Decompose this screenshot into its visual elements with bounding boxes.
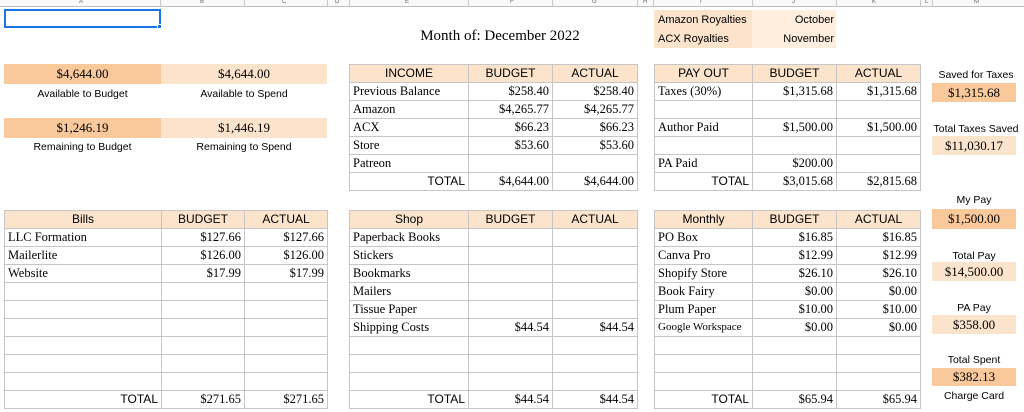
shop-header-budget[interactable]: BUDGET: [469, 211, 553, 229]
column-header-f[interactable]: F: [510, 0, 514, 5]
table-cell[interactable]: $127.66: [245, 229, 328, 247]
table-cell[interactable]: [753, 355, 837, 373]
table-cell[interactable]: [655, 137, 753, 155]
table-cell[interactable]: [753, 337, 837, 355]
table-cell[interactable]: $66.23: [553, 119, 638, 137]
total-taxes-saved-label: Total Taxes Saved: [933, 123, 1019, 135]
total-spent-value[interactable]: $382.13: [932, 368, 1016, 386]
table-cell[interactable]: PA Paid: [655, 155, 753, 173]
table-cell[interactable]: Canva Pro: [655, 247, 753, 265]
month-title: Month of: December 2022: [420, 28, 580, 44]
table-cell[interactable]: Taxes (30%): [655, 83, 753, 101]
table-cell[interactable]: $10.00: [837, 301, 921, 319]
total-pay-value[interactable]: $14,500.00: [932, 262, 1016, 281]
income-total-label[interactable]: TOTAL: [350, 173, 469, 191]
table-cell[interactable]: [553, 301, 638, 319]
table-cell[interactable]: Author Paid: [655, 119, 753, 137]
table-cell[interactable]: [245, 319, 328, 337]
table-cell[interactable]: PO Box: [655, 229, 753, 247]
table-cell[interactable]: $26.10: [753, 265, 837, 283]
column-header-b[interactable]: B: [200, 0, 205, 5]
table-cell[interactable]: [655, 101, 753, 119]
table-cell[interactable]: [753, 137, 837, 155]
table-cell[interactable]: [162, 373, 245, 391]
table-cell[interactable]: [469, 373, 553, 391]
table-cell[interactable]: [553, 355, 638, 373]
total-pay-label: Total Pay: [952, 250, 996, 262]
table-cell[interactable]: [245, 283, 328, 301]
table-cell[interactable]: $1,315.68: [837, 83, 921, 101]
shop-header-label[interactable]: Shop: [350, 211, 469, 229]
table-cell[interactable]: [469, 283, 553, 301]
table-cell[interactable]: [162, 355, 245, 373]
remaining-to-budget-value[interactable]: $1,246.19: [4, 118, 161, 138]
shop-table: [349, 210, 638, 409]
bills-table: [4, 210, 328, 409]
table-cell[interactable]: $1,500.00: [753, 119, 837, 137]
payout-header-actual[interactable]: ACTUAL: [837, 65, 921, 83]
pa-pay-label: PA Pay: [957, 302, 991, 314]
total-taxes-saved-value[interactable]: $11,030.17: [932, 136, 1016, 155]
column-header-bar: [0, 0, 1024, 7]
table-cell[interactable]: [553, 229, 638, 247]
table-cell[interactable]: Patreon: [350, 155, 469, 173]
remaining-to-spend-label: Remaining to Spend: [196, 141, 292, 153]
table-cell[interactable]: [5, 301, 162, 319]
table-cell[interactable]: [753, 373, 837, 391]
table-cell[interactable]: Book Fairy: [655, 283, 753, 301]
bills-total-actual[interactable]: $271.65: [245, 391, 328, 409]
table-cell[interactable]: $126.00: [245, 247, 328, 265]
charge-card-label: Charge Card: [943, 390, 1005, 402]
bills-header-label[interactable]: Bills: [5, 211, 162, 229]
column-header-m[interactable]: M: [974, 0, 979, 5]
table-cell[interactable]: [837, 101, 921, 119]
saved-for-taxes-label: Saved for Taxes: [938, 69, 1014, 81]
bills-header-budget[interactable]: BUDGET: [162, 211, 245, 229]
monthly-header-actual[interactable]: ACTUAL: [837, 211, 921, 229]
my-pay-label: My Pay: [956, 194, 992, 206]
selected-cell-a1[interactable]: [4, 9, 161, 28]
table-cell[interactable]: [553, 247, 638, 265]
table-cell[interactable]: [350, 373, 469, 391]
income-header-budget[interactable]: BUDGET: [469, 65, 553, 83]
table-cell[interactable]: Google Workspace: [655, 319, 753, 337]
table-cell[interactable]: [655, 355, 753, 373]
table-cell[interactable]: Shopify Store: [655, 265, 753, 283]
table-cell[interactable]: Mailers: [350, 283, 469, 301]
table-cell[interactable]: [553, 337, 638, 355]
table-cell[interactable]: $0.00: [753, 283, 837, 301]
amazon-royalties-month[interactable]: October: [752, 10, 836, 29]
table-cell[interactable]: Tissue Paper: [350, 301, 469, 319]
table-cell[interactable]: [350, 355, 469, 373]
monthly-header-label[interactable]: Monthly: [655, 211, 753, 229]
available-to-spend-value[interactable]: $4,644.00: [161, 64, 327, 84]
table-cell[interactable]: [553, 373, 638, 391]
column-header-a[interactable]: A: [79, 0, 84, 5]
table-cell[interactable]: $53.60: [553, 137, 638, 155]
pa-pay-value[interactable]: $358.00: [932, 315, 1016, 334]
payout-table: [654, 64, 921, 191]
table-cell[interactable]: $200.00: [753, 155, 837, 173]
table-cell[interactable]: [245, 337, 328, 355]
table-cell[interactable]: [162, 301, 245, 319]
my-pay-value[interactable]: $1,500.00: [932, 209, 1016, 229]
column-header-e[interactable]: E: [405, 0, 410, 5]
monthly-table: [654, 210, 921, 409]
table-cell[interactable]: Plum Paper: [655, 301, 753, 319]
table-cell[interactable]: $12.99: [753, 247, 837, 265]
table-cell[interactable]: $127.66: [162, 229, 245, 247]
table-cell[interactable]: $0.00: [837, 283, 921, 301]
column-header-c[interactable]: C: [282, 0, 287, 5]
income-total-actual[interactable]: $4,644.00: [553, 173, 638, 191]
table-cell[interactable]: [5, 373, 162, 391]
table-cell[interactable]: $17.99: [162, 265, 245, 283]
available-to-spend-label: Available to Spend: [200, 88, 288, 100]
column-header-g[interactable]: G: [592, 0, 597, 5]
table-cell[interactable]: [469, 155, 553, 173]
column-header-j[interactable]: J: [792, 0, 795, 5]
table-cell[interactable]: $16.85: [753, 229, 837, 247]
column-header-h[interactable]: H: [643, 0, 648, 5]
table-cell[interactable]: $53.60: [469, 137, 553, 155]
table-cell[interactable]: [5, 319, 162, 337]
table-cell[interactable]: $16.85: [837, 229, 921, 247]
bills-total-label[interactable]: TOTAL: [5, 391, 162, 409]
table-cell[interactable]: $0.00: [837, 319, 921, 337]
table-cell[interactable]: Previous Balance: [350, 83, 469, 101]
column-header-i[interactable]: I: [700, 0, 702, 5]
remaining-to-spend-value[interactable]: $1,446.19: [161, 118, 327, 138]
table-cell[interactable]: [837, 337, 921, 355]
table-cell[interactable]: [5, 283, 162, 301]
table-cell[interactable]: [837, 355, 921, 373]
income-header-label[interactable]: INCOME: [350, 65, 469, 83]
payout-header-label[interactable]: PAY OUT: [655, 65, 753, 83]
monthly-total-budget[interactable]: $65.94: [753, 391, 837, 409]
table-cell[interactable]: [469, 355, 553, 373]
table-cell[interactable]: [245, 301, 328, 319]
table-cell[interactable]: $4,265.77: [553, 101, 638, 119]
table-cell[interactable]: $126.00: [162, 247, 245, 265]
table-cell[interactable]: [162, 337, 245, 355]
table-cell[interactable]: Shipping Costs: [350, 319, 469, 337]
bills-header-actual[interactable]: ACTUAL: [245, 211, 328, 229]
table-cell[interactable]: [162, 319, 245, 337]
column-header-k[interactable]: K: [872, 0, 877, 5]
available-to-budget-value[interactable]: $4,644.00: [4, 64, 161, 84]
shop-total-label[interactable]: TOTAL: [350, 391, 469, 409]
total-spent-label: Total Spent: [947, 354, 1001, 366]
table-cell[interactable]: [655, 337, 753, 355]
shop-header-actual[interactable]: ACTUAL: [553, 211, 638, 229]
table-cell[interactable]: [245, 355, 328, 373]
table-cell[interactable]: $258.40: [469, 83, 553, 101]
table-cell[interactable]: Stickers: [350, 247, 469, 265]
table-cell[interactable]: [469, 301, 553, 319]
income-total-budget[interactable]: $4,644.00: [469, 173, 553, 191]
payout-header-budget[interactable]: BUDGET: [753, 65, 837, 83]
table-cell[interactable]: $26.10: [837, 265, 921, 283]
table-cell[interactable]: LLC Formation: [5, 229, 162, 247]
monthly-header-budget[interactable]: BUDGET: [753, 211, 837, 229]
monthly-total-actual[interactable]: $65.94: [837, 391, 921, 409]
monthly-total-label[interactable]: TOTAL: [655, 391, 753, 409]
acx-royalties-month[interactable]: November: [752, 29, 836, 48]
table-cell[interactable]: [162, 283, 245, 301]
table-cell[interactable]: [655, 373, 753, 391]
table-cell[interactable]: $66.23: [469, 119, 553, 137]
table-cell[interactable]: [469, 229, 553, 247]
table-cell[interactable]: [469, 247, 553, 265]
table-cell[interactable]: [553, 155, 638, 173]
table-cell[interactable]: [5, 355, 162, 373]
bills-total-budget[interactable]: $271.65: [162, 391, 245, 409]
amazon-royalties-label: Amazon Royalties: [654, 10, 752, 29]
table-cell[interactable]: [469, 337, 553, 355]
table-cell[interactable]: [245, 373, 328, 391]
shop-total-budget[interactable]: $44.54: [469, 391, 553, 409]
acx-royalties-label: ACX Royalties: [654, 29, 752, 48]
table-cell[interactable]: $0.00: [753, 319, 837, 337]
table-cell[interactable]: Website: [5, 265, 162, 283]
table-cell[interactable]: Mailerlite: [5, 247, 162, 265]
table-cell[interactable]: [753, 101, 837, 119]
payout-total-label[interactable]: TOTAL: [655, 173, 753, 191]
saved-for-taxes-value[interactable]: $1,315.68: [932, 83, 1016, 102]
available-to-budget-label: Available to Budget: [37, 88, 128, 100]
shop-total-actual[interactable]: $44.54: [553, 391, 638, 409]
table-cell[interactable]: [469, 265, 553, 283]
income-table: [349, 64, 638, 191]
table-cell[interactable]: [837, 137, 921, 155]
table-cell[interactable]: Store: [350, 137, 469, 155]
table-cell[interactable]: $258.40: [553, 83, 638, 101]
column-header-d[interactable]: D: [335, 0, 340, 5]
table-cell[interactable]: $12.99: [837, 247, 921, 265]
fill-handle[interactable]: [157, 24, 162, 29]
table-cell[interactable]: [5, 337, 162, 355]
table-cell[interactable]: Amazon: [350, 101, 469, 119]
table-cell[interactable]: $1,500.00: [837, 119, 921, 137]
table-cell[interactable]: [837, 373, 921, 391]
table-cell[interactable]: $44.54: [469, 319, 553, 337]
table-cell[interactable]: [350, 337, 469, 355]
payout-total-actual[interactable]: $2,815.68: [837, 173, 921, 191]
table-cell[interactable]: [553, 265, 638, 283]
table-cell[interactable]: $17.99: [245, 265, 328, 283]
table-cell[interactable]: $10.00: [753, 301, 837, 319]
payout-total-budget[interactable]: $3,015.68: [753, 173, 837, 191]
income-header-actual[interactable]: ACTUAL: [553, 65, 638, 83]
table-cell[interactable]: Paperback Books: [350, 229, 469, 247]
remaining-to-budget-label: Remaining to Budget: [33, 141, 132, 153]
table-cell[interactable]: [553, 283, 638, 301]
table-cell[interactable]: $1,315.68: [753, 83, 837, 101]
table-cell[interactable]: $4,265.77: [469, 101, 553, 119]
table-cell[interactable]: [837, 155, 921, 173]
table-cell[interactable]: $44.54: [553, 319, 638, 337]
column-header-l[interactable]: L: [925, 0, 929, 5]
table-cell[interactable]: ACX: [350, 119, 469, 137]
table-cell[interactable]: Bookmarks: [350, 265, 469, 283]
